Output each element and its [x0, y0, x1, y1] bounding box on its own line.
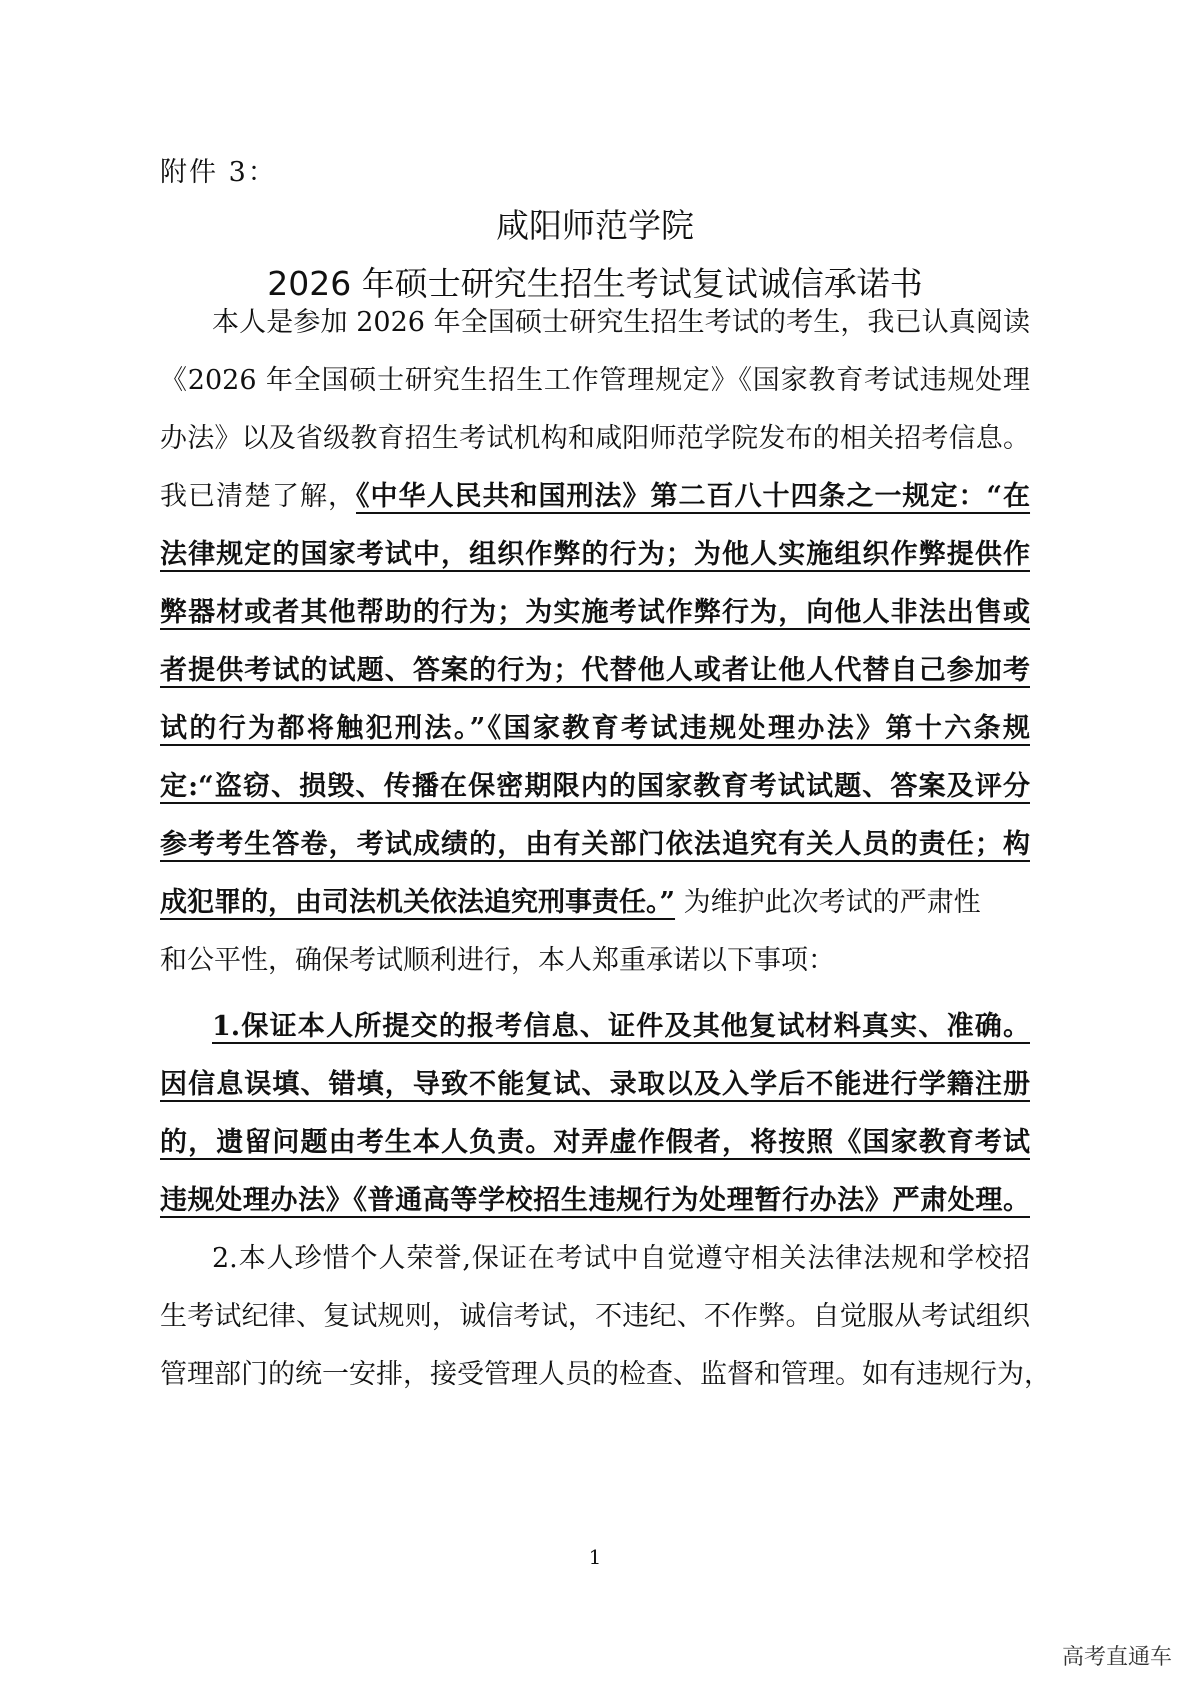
body-line-4-lead: 我已清楚了解， — [160, 481, 356, 512]
promise-1-line-4: 违规处理办法》《普通高等学校招生违规行为处理暂行办法》严肃处理。 — [160, 1185, 1030, 1216]
body-line-11 — [160, 883, 1030, 923]
document-title: 咸阳师范学院 — [496, 206, 694, 245]
body-line-5: 法律规定的国家考试中，组织作弊的行为；为他人实施组织作弊提供作 — [160, 539, 1030, 570]
document-subtitle: 2026 年硕士研究生招生考试复试诚信承诺书 — [267, 264, 923, 303]
promise-2-line-2: 生考试纪律、复试规则，诚信考试，不违纪、不作弊。自觉服从考试组织 — [160, 1301, 1030, 1332]
body-line-8: 试的行为都将触犯刑法。”《国家教育考试违规处理办法》第十六条规 — [160, 713, 1030, 744]
criminal-law-quote-start: 《中华人民共和国刑法》第二百八十四条之一规定：“在 — [356, 481, 1031, 512]
promise-2-line-1: 2.本人珍惜个人荣誉,保证在考试中自觉遵守相关法律法规和学校招 — [212, 1243, 1030, 1274]
body-line-10: 参考考生答卷，考试成绩的，由有关部门依法追究有关人员的责任；构 — [160, 829, 1030, 860]
body-line-4 — [160, 477, 1030, 517]
body-line-6: 弊器材或者其他帮助的行为；为实施考试作弊行为，向他人非法出售或 — [160, 597, 1030, 628]
body-line-2: 《2026 年全国硕士研究生招生工作管理规定》《国家教育考试违规处理 — [160, 365, 1030, 396]
body-line-11-tail: 为维护此次考试的严肃性 — [675, 887, 981, 918]
body-line-7: 者提供考试的试题、答案的行为；代替他人或者让他人代替自己参加考 — [160, 655, 1030, 686]
watermark: 高考直通车 — [1061, 1645, 1172, 1670]
promise-1-line-3: 的，遗留问题由考生本人负责。对弄虚作假者，将按照《国家教育考试 — [160, 1127, 1030, 1158]
promise-2-line-3: 管理部门的统一安排，接受管理人员的检查、监督和管理。如有违规行为， — [160, 1359, 1051, 1390]
quote-end: 成犯罪的，由司法机关依法追究刑事责任。” — [160, 887, 676, 918]
promise-1-line-1: 1.保证本人所提交的报考信息、证件及其他复试材料真实、准确。 — [212, 1011, 1030, 1042]
body-line-1: 本人是参加 2026 年全国硕士研究生招生考试的考生，我已认真阅读 — [212, 307, 1030, 338]
attachment-label: 附件 3： — [160, 157, 277, 188]
body-line-3: 办法》以及省级教育招生考试机构和咸阳师范学院发布的相关招考信息。 — [160, 423, 1030, 454]
page-number: 1 — [588, 1545, 602, 1569]
promise-1-line-2: 因信息误填、错填，导致不能复试、录取以及入学后不能进行学籍注册 — [160, 1069, 1030, 1100]
body-line-9: 定:“盗窃、损毁、传播在保密期限内的国家教育考试试题、答案及评分 — [160, 771, 1030, 802]
body-line-12: 和公平性，确保考试顺利进行，本人郑重承诺以下事项： — [160, 945, 835, 976]
